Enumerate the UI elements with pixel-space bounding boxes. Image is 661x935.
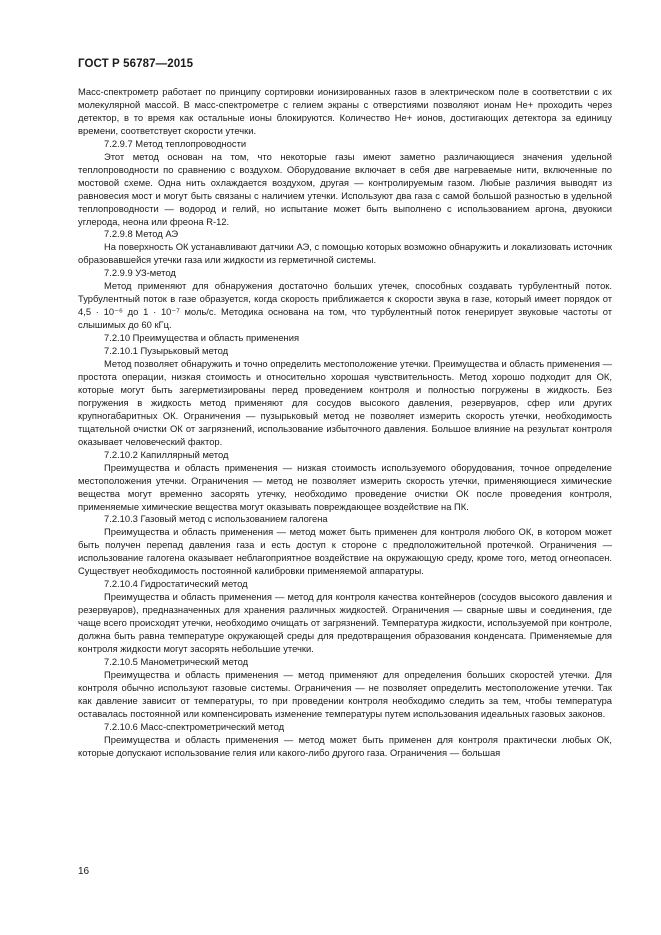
- section-heading: 7.2.10.4 Гидростатический метод: [104, 578, 248, 590]
- paragraph: Этот метод основан на том, что некоторые газы имеют заметно различающиеся значения удельной теплопроводности по сравнению с воздухом. Оборудование включает в себя две нагреваемые нити, включенные по мостовой схеме. Одна нить охлаждается воздухом, другая — контролируемым газом. Любые различия выводят из равновесия мост и могут быть связаны с наличием утечки. Используют два газа с самой большой разностью в удельной теплопроводности — водород и гелий, но испытание может быть выполнено с использованием аргона, двуокиси углерода, неона или фреона R-12.: [78, 150, 612, 227]
- section-heading: 7.2.10 Преимущества и область применения: [104, 332, 300, 344]
- paragraph: На поверхность ОК устанавливают датчики АЭ, с помощью которых возможно обнаружить и локализовать источник образовавшейся утечки газа или жидкости из герметичной системы.: [78, 241, 612, 266]
- document-header: ГОСТ Р 56787—2015: [78, 58, 194, 70]
- paragraph: Метод позволяет обнаружить и точно определить местоположение утечки. Преимущества и область применения — простота операции, низкая стоимость и относительно хорошая чувствительность. Метод хорошо подходит для ОК, которые могут быть загерметизированы перед проведением контроля и полностью погружены в жидкость. Без погружения в жидкость метод применяют для сосудов высокого давления, резервуаров, сфер или других крупногабаритных ОК. Ограничения — пузырьковый метод не позволяет измерить скорость утечки, необходимость тщательной очистки ОК от загрязнений, использование избыточного давления. Большое влияние на результат контроля оказывает человеческий фактор.: [78, 358, 612, 447]
- paragraph: Преимущества и область применения — метод применяют для определения больших скоростей утечки. Для контроля обычно используют газовые системы. Ограничения — не позволяет определить местоположение утечки. Так как давление зависит от температуры, то при проведении контроля необходимо следить за тем, чтобы температура оставалась постоянной или компенсировать изменение температуры путем использования идеальных газовых законов.: [78, 668, 612, 719]
- section-heading: 7.2.9.9 УЗ-метод: [104, 267, 176, 279]
- paragraph: Преимущества и область применения — низкая стоимость используемого оборудования, точное определение местоположения утечки. Ограничения — метод не позволяет измерить скорость утечки, применяющиеся химические вещества могут временно засорять утечку, необходимо проведение очистки ОК после проведения контроля, применяемые химические вещества могут оказывать повреждающее воздействие на ПК.: [78, 461, 612, 512]
- section-heading: 7.2.10.1 Пузырьковый метод: [104, 345, 229, 357]
- section-heading: 7.2.10.3 Газовый метод с использованием галогена: [104, 513, 328, 525]
- paragraph: Преимущества и область применения — метод может быть применен для контроля практически любых ОК, которые допускают использование гелия или какого-либо другого газа. Ограничения — большая: [78, 733, 612, 758]
- paragraph: Масс-спектрометр работает по принципу сортировки ионизированных газов в электрическом поле в соответствии с их молекулярной массой. В масс-спектрометре с гелием экраны с отверстиями позволяют ионам He+ проходить через детектор, в то время как остальные ионы блокируются. Количество He+ ионов, достигающих детектора за единицу времени, соответствует скорости утечки.: [78, 86, 612, 136]
- section-heading: 7.2.10.2 Капиллярный метод: [104, 448, 229, 460]
- paragraph: Метод применяют для обнаружения достаточно больших утечек, способных создавать турбулентный поток. Турбулентный поток в газе образуется, когда скорость приближается к скорости звука в газе, который имеет порядок от 4,5 · 10⁻⁶ до 1 · 10⁻⁷ моль/с. Методика основана на том, что турбулентный поток генерирует звуковые частоты от слышимых до 60 кГц.: [78, 280, 612, 331]
- paragraph: Преимущества и область применения — метод может быть применен для контроля любого ОК, в котором может быть получен перепад давления газа и есть доступ к стороне с предположительной протечкой. Ограничения — использование галогена оказывает неблагоприятное воздействие на окружающую среду, кроме того, метод огнеопасен. Существует необходимость постоянной калибровки применяемой аппаратуры.: [78, 526, 612, 577]
- section-heading: 7.2.9.8 Метод АЭ: [104, 228, 179, 240]
- paragraph: Преимущества и область применения — метод для контроля качества контейнеров (сосудов высокого давления и резервуаров), предназначенных для хранения различных жидкостей. Ограничения — сварные швы и соединения, где чаще всего происходят утечки, необходимо очищать от загрязнений. Температура жидкости, используемой при контроле, должна быть равна температуре окружающей среды для предотвращения образования конденсата. Применяемые для контроля жидкости могут засорять небольшие утечки.: [78, 591, 612, 654]
- section-heading: 7.2.10.5 Манометрический метод: [104, 655, 249, 667]
- section-heading: 7.2.10.6 Масс-спектрометрический метод: [104, 720, 285, 732]
- document-body: [78, 86, 612, 760]
- section-heading: 7.2.9.7 Метод теплопроводности: [104, 137, 247, 149]
- page-number: 16: [78, 866, 90, 877]
